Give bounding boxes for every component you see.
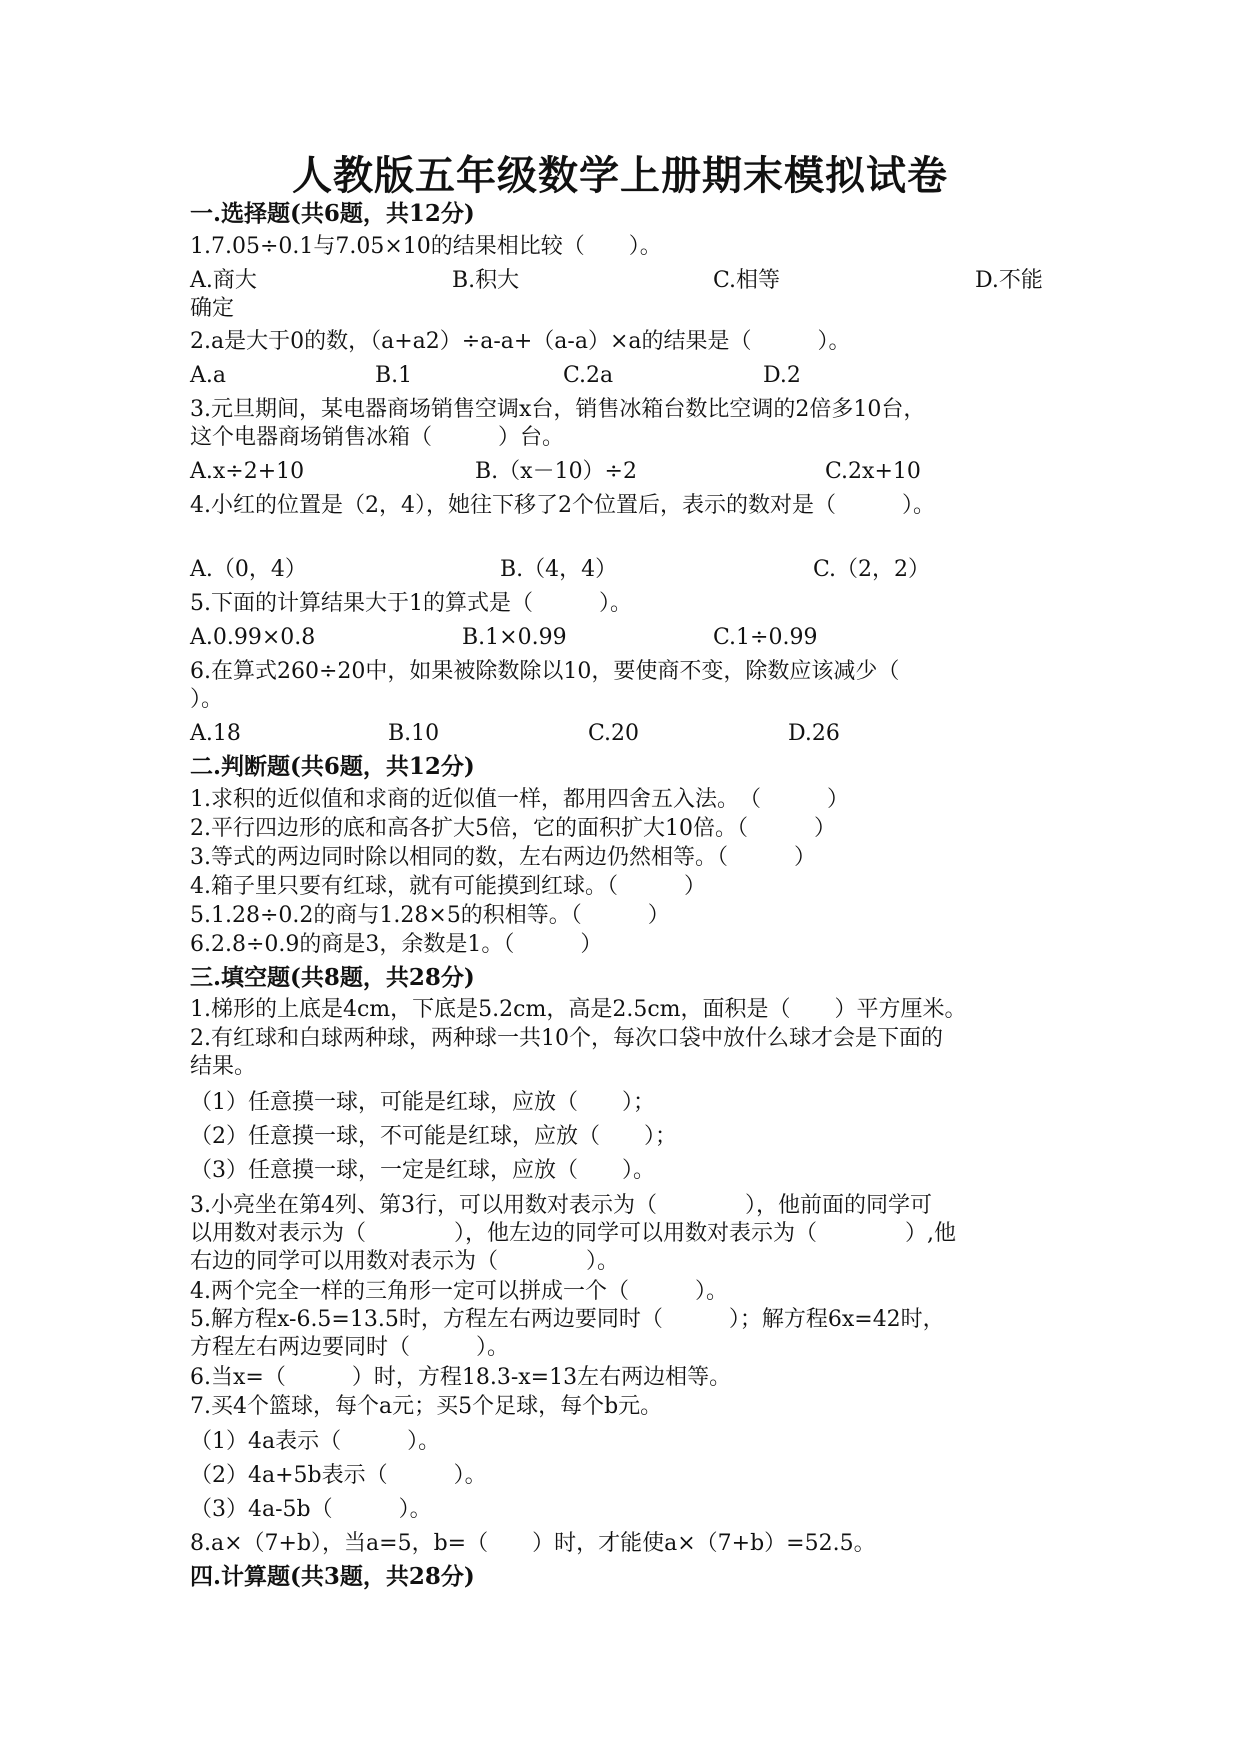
fill-subitem: （1）任意摸一球，可能是红球，应放（ ）；	[190, 1090, 655, 1115]
question-text: ）。	[190, 687, 224, 712]
fill-subitem: （3）任意摸一球，一定是红球，应放（ ）。	[190, 1158, 655, 1183]
option-a: A.a	[190, 363, 226, 388]
option-c: C.2x+10	[825, 459, 921, 484]
option-c: C.20	[588, 721, 640, 746]
fill-item: 3.小亮坐在第4列、第3行，可以用数对表示为（ ），他前面的同学可	[190, 1193, 932, 1218]
option-c: C.相等	[713, 268, 781, 293]
option-b: B.10	[388, 721, 440, 746]
question-text: 1.7.05÷0.1与7.05×10的结果相比较（ ）。	[190, 234, 662, 259]
fill-subitem: （1）4a表示（ ）。	[190, 1429, 441, 1454]
fill-item: 方程左右两边要同时（ ）。	[190, 1335, 510, 1360]
judge-item: 6.2.8÷0.9的商是3，余数是1。（ ）	[190, 932, 603, 957]
fill-subitem: （2）4a+5b表示（ ）。	[190, 1463, 487, 1488]
fill-item: 1.梯形的上底是4cm，下底是5.2cm，高是2.5cm，面积是（ ）平方厘米。	[190, 997, 967, 1022]
option-b: B.1	[375, 363, 413, 388]
option-a: A.商大	[190, 268, 257, 293]
fill-item: 以用数对表示为（ ），他左边的同学可以用数对表示为（ ）,他	[190, 1221, 956, 1246]
judge-item: 1.求积的近似值和求商的近似值一样，都用四舍五入法。 （ ）	[190, 787, 849, 812]
page-title: 人教版五年级数学上册期末模拟试卷	[292, 152, 948, 199]
section-heading-judge: 二.判断题(共6题，共12分)	[190, 753, 475, 780]
section-heading-calc: 四.计算题(共3题，共28分)	[190, 1563, 475, 1590]
option-d: D.2	[763, 363, 801, 388]
question-text: 这个电器商场销售冰箱（ ）台。	[190, 425, 565, 450]
fill-item: 4.两个完全一样的三角形一定可以拼成一个（ ）。	[190, 1279, 728, 1304]
fill-subitem: （3）4a-5b（ ）。	[190, 1497, 432, 1522]
fill-item: 结果。	[190, 1054, 257, 1079]
judge-item: 4.箱子里只要有红球，就有可能摸到红球。（ ）	[190, 874, 706, 899]
option-d: D.不能	[975, 268, 1043, 293]
judge-item: 2.平行四边形的底和高各扩大5倍，它的面积扩大10倍。（ ）	[190, 816, 836, 841]
question-text: 3.元旦期间，某电器商场销售空调x台，销售冰箱台数比空调的2倍多10台，	[190, 397, 926, 422]
fill-subitem: （2）任意摸一球，不可能是红球，应放（ ）；	[190, 1124, 677, 1149]
option-b: B.（4，4）	[500, 557, 618, 582]
fill-item: 5.解方程x-6.5=13.5时，方程左右两边要同时（ ）；解方程6x=42时，	[190, 1307, 945, 1332]
fill-item: 7.买4个篮球，每个a元；买5个足球，每个b元。	[190, 1394, 663, 1419]
section-heading-fill: 三.填空题(共8题，共28分)	[190, 964, 475, 991]
option-c: C.（2，2）	[813, 557, 931, 582]
option-b: B.积大	[452, 268, 520, 293]
question-text: 6.在算式260÷20中，如果被除数除以10，要使商不变，除数应该减少（	[190, 659, 900, 684]
fill-item: 2.有红球和白球两种球，两种球一共10个，每次口袋中放什么球才会是下面的	[190, 1026, 943, 1051]
judge-item: 5.1.28÷0.2的商与1.28×5的积相等。（ ）	[190, 903, 670, 928]
judge-item: 3.等式的两边同时除以相同的数，左右两边仍然相等。（ ）	[190, 845, 816, 870]
option-a: A.18	[190, 721, 241, 746]
fill-item: 8.a×（7+b），当a=5，b=（ ）时，才能使a×（7+b）=52.5。	[190, 1531, 876, 1556]
fill-item: 右边的同学可以用数对表示为（ ）。	[190, 1249, 620, 1274]
option-a: A.0.99×0.8	[190, 625, 316, 650]
fill-item: 6.当x=（ ）时，方程18.3-x=13左右两边相等。	[190, 1365, 732, 1390]
question-text: 4.小红的位置是（2，4），她往下移了2个位置后，表示的数对是（ ）。	[190, 493, 935, 518]
option-b: B.（x－10）÷2	[475, 459, 637, 484]
option-c: C.2a	[563, 363, 614, 388]
section-heading-choice: 一.选择题(共6题，共12分)	[190, 200, 475, 227]
option-a: A.（0，4）	[190, 557, 307, 582]
option-continuation: 确定	[190, 296, 235, 321]
option-a: A.x÷2+10	[190, 459, 305, 484]
option-d: D.26	[788, 721, 840, 746]
option-b: B.1×0.99	[462, 625, 567, 650]
question-text: 5.下面的计算结果大于1的算式是（ ）。	[190, 591, 632, 616]
question-text: 2.a是大于0的数，（a+a2）÷a-a+（a-a）×a的结果是（ ）。	[190, 329, 851, 354]
option-c: C.1÷0.99	[713, 625, 818, 650]
